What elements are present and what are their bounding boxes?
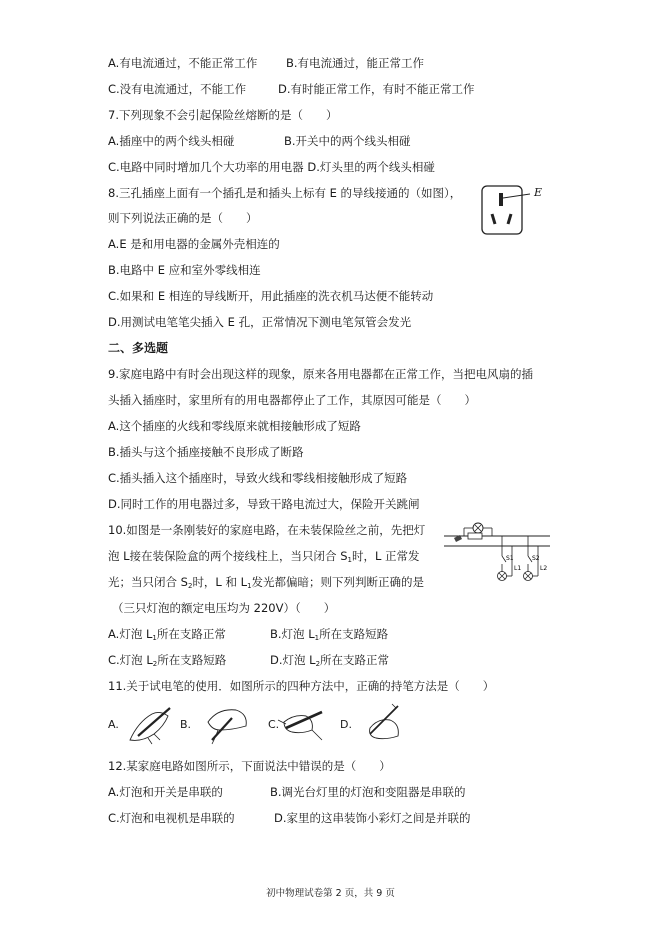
q10-option-a: A.灯泡 $L_1$所在支路正常: [108, 627, 226, 642]
q6-option-c: C.没有电流通过，不能工作: [108, 82, 247, 96]
q10-stem-line3: 光；当只闭合 $S_2$时，L 和 $L_1$发光都偏暗；则下列判断正确的是: [108, 575, 425, 590]
q11-label-c: C.: [268, 718, 280, 731]
q9-option-d: D.同时工作的用电器过多，导致干路电流过大，保险开关跳闸: [108, 497, 420, 511]
q7-stem: 7.下列现象不会引起保险丝熔断的是（ ）: [108, 108, 338, 122]
q9-option-a: A.这个插座的火线和零线原来就相接触形成了短路: [108, 419, 361, 433]
circuit-label-l1: L1: [514, 565, 522, 572]
socket-e-label: E: [534, 186, 543, 199]
q7-option-cd: C.电路中同时增加几个大功率的用电器 D.灯头里的两个线头相碰: [108, 160, 435, 174]
q8-option-b: B.电路中 E 应和室外零线相连: [108, 263, 261, 277]
q9-option-b: B.插头与这个插座接触不良形成了断路: [108, 445, 304, 459]
q10-option-d: D.灯泡 $L_2$所在支路正常: [270, 653, 390, 668]
q11-stem: 11.关于试电笔的使用．如图所示的四种方法中，正确的持笔方法是（ ）: [108, 679, 495, 693]
q11-label-a: A.: [108, 718, 119, 731]
tester-pen-grips-figure: [108, 700, 408, 748]
q12-option-a: A.灯泡和开关是串联的: [108, 785, 223, 799]
circuit-label-l2: L2: [540, 565, 548, 572]
q8-option-a: A.E 是和用电器的金属外壳相连的: [108, 237, 280, 251]
q6-option-d: D.有时能正常工作，有时不能正常工作: [278, 82, 475, 96]
section-title: 二、多选题: [108, 341, 169, 355]
q9-option-c: C.插头插入这个插座时，导致火线和零线相接触形成了短路: [108, 471, 408, 485]
q6-option-a: A.有电流通过，不能正常工作: [108, 56, 258, 70]
q7-option-a: A.插座中的两个线头相碰: [108, 134, 235, 148]
q10-stem-line1: 10.如图是一条刚装好的家庭电路，在未装保险丝之前，先把灯: [108, 523, 426, 537]
q9-stem-line2: 头插入插座时，家里所有的用电器都停止了工作，其原因可能是（ ）: [108, 393, 476, 407]
q8-option-c: C.如果和 E 相连的导线断开，用此插座的洗衣机马达便不能转动: [108, 289, 434, 303]
q8-option-d: D.用测试电笔笔尖插入 E 孔，正常情况下测电笔氖管会发光: [108, 315, 412, 329]
q11-label-b: B.: [180, 718, 192, 731]
q10-option-b: B.灯泡 $L_1$所在支路短路: [270, 627, 389, 642]
q12-option-d: D.家里的这串装饰小彩灯之间是并联的: [274, 811, 471, 825]
q11-label-d: D.: [340, 718, 352, 731]
household-circuit-figure: [440, 516, 554, 590]
circuit-label-s2: S2: [532, 555, 540, 562]
q6-option-b: B.有电流通过，能正常工作: [286, 56, 425, 70]
three-hole-socket-figure: [478, 182, 558, 240]
q10-option-c: C.灯泡 $L_2$所在支路短路: [108, 653, 227, 668]
q12-option-b: B.调光台灯里的灯泡和变阻器是串联的: [270, 785, 466, 799]
q12-option-c: C.灯泡和电视机是串联的: [108, 811, 235, 825]
q12-stem: 12.某家庭电路如图所示，下面说法中错误的是（ ）: [108, 759, 391, 773]
q7-option-b: B.开关中的两个线头相碰: [284, 134, 411, 148]
circuit-label-s1: S1: [506, 555, 514, 562]
q9-stem-line1: 9.家庭电路中有时会出现这样的现象，原来各用电器都在正常工作，当把电风扇的插: [108, 367, 533, 381]
q10-stem-line4: （三只灯泡的额定电压均为 220V）（ ）: [112, 601, 336, 615]
q10-stem-line2: 泡 L接在装保险盒的两个接线柱上，当只闭合 $S_1$时，L 正常发: [108, 549, 420, 564]
page-footer: 初中物理试卷第 2 页，共 9 页: [266, 888, 395, 899]
q8-stem-line1: 8.三孔插座上面有一个插孔是和插头上标有 E 的导线接通的（如图），: [108, 186, 462, 200]
q8-stem-line2: 则下列说法正确的是（ ）: [108, 211, 258, 225]
